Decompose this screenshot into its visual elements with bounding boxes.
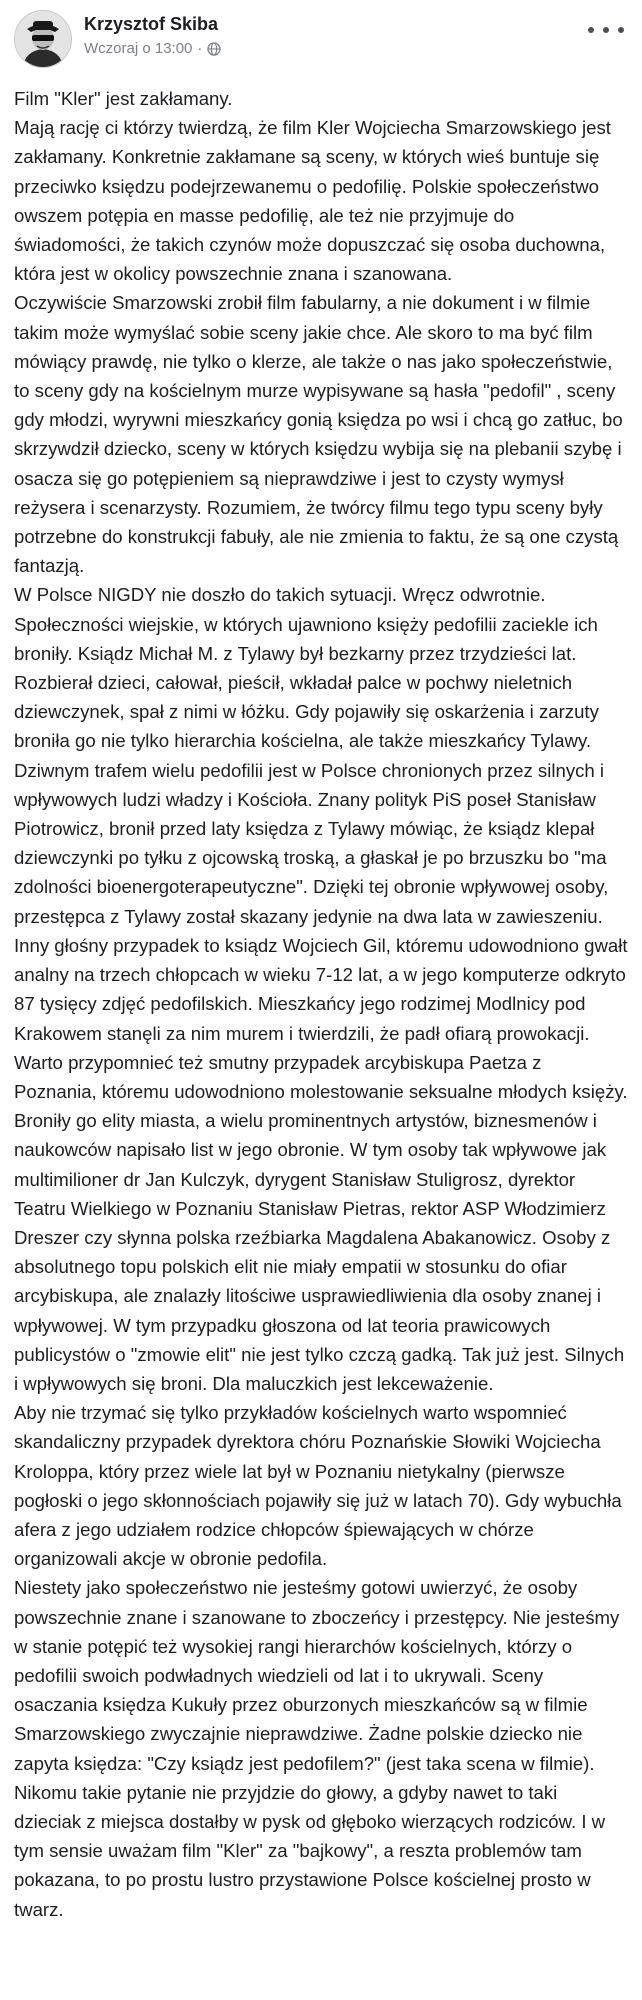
post-paragraph: Inny głośny przypadek to ksiądz Wojciech Gil, któremu udowodniono gwałt analny na trzech chłopcach w wieku 7-12 lat, a w jego komputerze odkryto 87 tysięcy zdjęć pedofilskich. Mieszkańcy jego rodzimej Modlnicy pod Krakowem stanęli za nim murem i twierdzili, że padł ofiarą prowokacji. <box>14 934 628 1044</box>
meta-separator: · <box>197 40 203 57</box>
post-paragraph: Film "Kler" jest zakłamany. <box>14 88 233 109</box>
post-body <box>14 84 628 1924</box>
more-options-icon[interactable] <box>588 20 624 40</box>
post-timestamp[interactable]: Wczoraj o 13:00 <box>84 40 193 57</box>
avatar[interactable] <box>14 10 72 68</box>
more-dot <box>603 27 609 33</box>
post-paragraph: Mają rację ci którzy twierdzą, że film Kler Wojciecha Smarzowskiego jest zakłamany. Konkretnie zakłamane są sceny, w których wieś buntuje się przeciwko księdzu podejrzewanemu o pedofilię. Polskie społeczeństwo owszem potępia en masse pedofilię, ale też nie przyjmuje do świadomości, że takich czynów może dopuszczać się osoba duchowna, która jest w okolicy powszechnie znana i szanowana. <box>14 117 611 285</box>
post-header <box>14 10 628 70</box>
post-paragraph: Oczywiście Smarzowski zrobił film fabularny, a nie dokument i w filmie takim może wymyślać sobie sceny jakie chce. Ale skoro to ma być film mówiący prawdę, nie tylko o klerze, ale także o nas jako społeczeństwie, to sceny gdy na kościelnym murze wypisywane są hasła "pedofil" , sceny gdy młodzi, wyrywni mieszkańcy gonią księdza po wsi i chcą go zatłuc, bo skrzywdził dziecko, sceny w których księdzu wybija się na plebanii szybę i osacza się go potępieniem są nieprawdziwe i jest to czysty wymysł reżysera i scenarzysty. Rozumiem, że twórcy filmu tego typu sceny były potrzebne do konstrukcji fabuły, ale nie zmienia to faktu, że są one czystą fantazją. <box>14 292 623 577</box>
post-meta <box>84 10 221 58</box>
more-dot <box>618 27 624 33</box>
avatar-image <box>15 11 71 67</box>
timestamp-row <box>84 40 221 58</box>
author-name[interactable]: Krzysztof Skiba <box>84 14 219 34</box>
post-paragraph: Warto przypomnieć też smutny przypadek arcybiskupa Paetza z Poznania, któremu udowodniono molestowanie seksualne młodych księży. Broniły go elity miasta, a wielu prominentnych artystów, biznesmenów i naukowców napisało list w jego obronie. W tym osoby tak wpływowe jak multimilioner dr Jan Kulczyk, dyrygent Stanisław Stuligrosz, dyrektor Teatru Wielkiego w Poznaniu Stanisław Pietras, rektor ASP Włodzimierz Dreszer czy słynna polska rzeźbiarka Magdalena Abakanowicz. Osoby z absolutnego topu polskich elit nie miały empatii w stosunku do ofiar arcybiskupa, ale znalazły litościwe usprawiedliwienia dla osoby znanej i wpływowej. W tym przypadku głoszona od lat teoria prawicowych publicystów o "zmowie elit" nie jest tylko czczą gadką. Tak już jest. Silnych i wpływowych się broni. Dla maluczkich jest lekceważenie. <box>14 1051 628 1394</box>
post-paragraph: Niestety jako społeczeństwo nie jesteśmy gotowi uwierzyć, że osoby powszechnie znane i szanowane to zboczeńcy i przestępcy. Nie jesteśmy w stanie potępić też wysokiej rangi hierarchów kościelnych, którzy o pedofilii swoich podwładnych wiedzieli od lat i to ukrywali. Sceny osaczania księdza Kukuły przez oburzonych mieszkańców są w filmie Smarzowskiego zwyczajnie nieprawdziwe. Żadne polskie dziecko nie zapyta księdza: "Czy ksiądz jest pedofilem?" (jest taka scena w filmie). Nikomu takie pytanie nie przyjdzie do głowy, a gdyby nawet to taki dzieciak z miejsca dostałby w pysk od głęboko wierzących rodziców. I w tym sensie uważam film "Kler" za "bajkowy", a reszta problemów tam pokazana, to po prostu lustro przystawione Polsce kościelnej prosto w twarz. <box>14 1577 620 1920</box>
post-paragraph: Aby nie trzymać się tylko przykładów kościelnych warto wspomnieć skandaliczny przypadek dyrektora chóru Poznańskie Słowiki Wojciecha Kroloppa, który przez wiele lat był w Poznaniu nietykalny (pierwsze pogłoski o jego skłonnościach pojawiły się już w latach 70). Gdy wybuchła afera z jego udziałem rodzice chłopców śpiewających w chórze organizowali akcje w obronie pedofila. <box>14 1402 622 1570</box>
globe-icon[interactable] <box>207 42 221 56</box>
more-dot <box>588 27 594 33</box>
post-paragraph: W Polsce NIGDY nie doszło do takich sytuacji. Wręcz odwrotnie. Społeczności wiejskie, w których ujawniono księży pedofilii zaciekle ich broniły. Ksiądz Michał M. z Tylawy był bezkarny przez trzydzieści lat. Rozbierał dzieci, całował, pieścił, wkładał palce w pochwy nieletnich dziewczynek, spał z nimi w łóżku. Gdy pojawiły się oskarżenia i zarzuty broniła go nie tylko hierarchia kościelna, ale także mieszkańcy Tylawy. Dziwnym trafem wielu pedofilii jest w Polsce chronionych przez silnych i wpływowych ludzi władzy i Kościoła. Znany polityk PiS poseł Stanisław Piotrowicz, bronił przed laty księdza z Tylawy mówiąc, że ksiądz klepał dziewczynki po tyłku z ojcowską troską, a głaskał je po brzuszku bo "ma zdolności bioenergoterapeutyczne". Dzięki tej obronie wpływowej osoby, przestępca z Tylawy został skazany jedynie na dwa lata w zawieszeniu. <box>14 584 609 927</box>
